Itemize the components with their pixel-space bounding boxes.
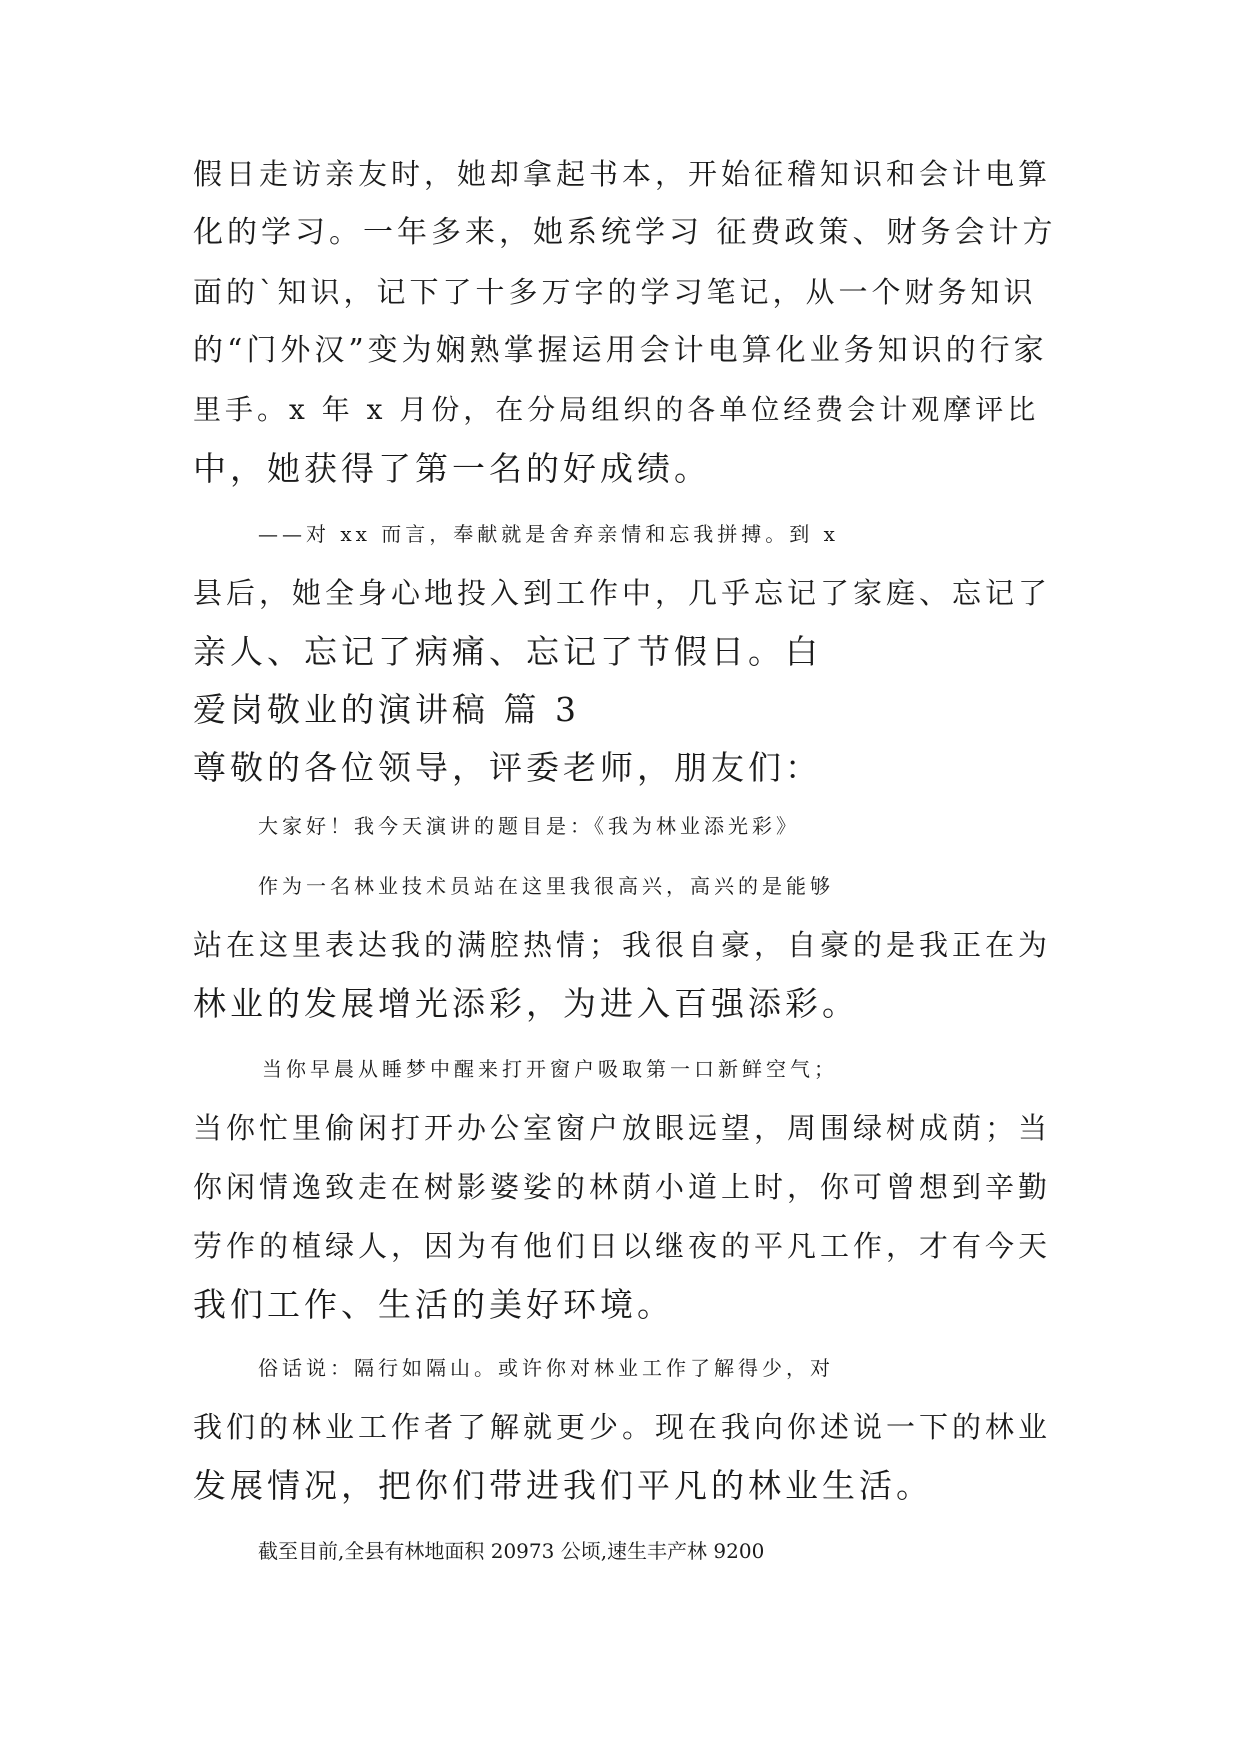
text-line: 发展情况，把你们带进我们平凡的林业生活。	[193, 1466, 933, 1505]
text-line: 我们工作、生活的美好环境。	[193, 1285, 674, 1324]
section-heading: 爱岗敬业的演讲稿 篇 3	[193, 690, 580, 729]
salutation: 尊敬的各位领导，评委老师，朋友们：	[193, 748, 822, 787]
text-line: 作为一名林业技术员站在这里我很高兴，高兴的是能够	[258, 874, 834, 898]
text-line: 截至目前,全县有林地面积 20973 公顷,速生丰产林 9200	[258, 1539, 765, 1563]
text-line: 我们的林业工作者了解就更少。现在我向你述说一下的林业	[193, 1410, 1052, 1444]
text-line: 你闲情逸致走在树影婆娑的林荫小道上时，你可曾想到辛勤	[193, 1170, 1052, 1204]
text-line: 化的学习。一年多来，她系统学习 征费政策、财务会计方	[193, 215, 1057, 250]
text-line: 站在这里表达我的满腔热情；我很自豪，自豪的是我正在为	[193, 928, 1052, 962]
text-line: 亲人、忘记了病痛、忘记了节假日。白	[193, 632, 822, 671]
text-line: 当你忙里偷闲打开办公室窗户放眼远望，周围绿树成荫；当	[193, 1111, 1052, 1145]
text-line: 劳作的植绿人，因为有他们日以继夜的平凡工作，才有今天	[193, 1229, 1052, 1263]
text-line: 的“门外汉”变为娴熟掌握运用会计电算化业务知识的行家	[193, 333, 1048, 368]
text-line: 中，她获得了第一名的好成绩。	[193, 449, 711, 488]
text-line: 林业的发展增光添彩，为进入百强添彩。	[193, 984, 859, 1023]
text-line: 里手。x 年 x 月份，在分局组织的各单位经费会计观摩评比	[193, 393, 1040, 426]
text-line: ——对 xx 而言，奉献就是舍弃亲情和忘我拼搏。到 x	[258, 522, 839, 546]
text-line: 俗话说：隔行如隔山。或许你对林业工作了解得少，对	[258, 1356, 834, 1380]
text-line: 面的`知识，记下了十多万字的学习笔记，从一个财务知识	[193, 275, 1037, 309]
text-line: 当你早晨从睡梦中醒来打开窗户吸取第一口新鲜空气；	[262, 1057, 838, 1081]
text-line: 县后，她全身心地投入到工作中，几乎忘记了家庭、忘记了	[193, 576, 1052, 610]
text-line: 大家好！我今天演讲的题目是：《我为林业添光彩》	[258, 814, 800, 838]
text-line: 假日走访亲友时，她却拿起书本，开始征稽知识和会计电算	[193, 157, 1052, 191]
